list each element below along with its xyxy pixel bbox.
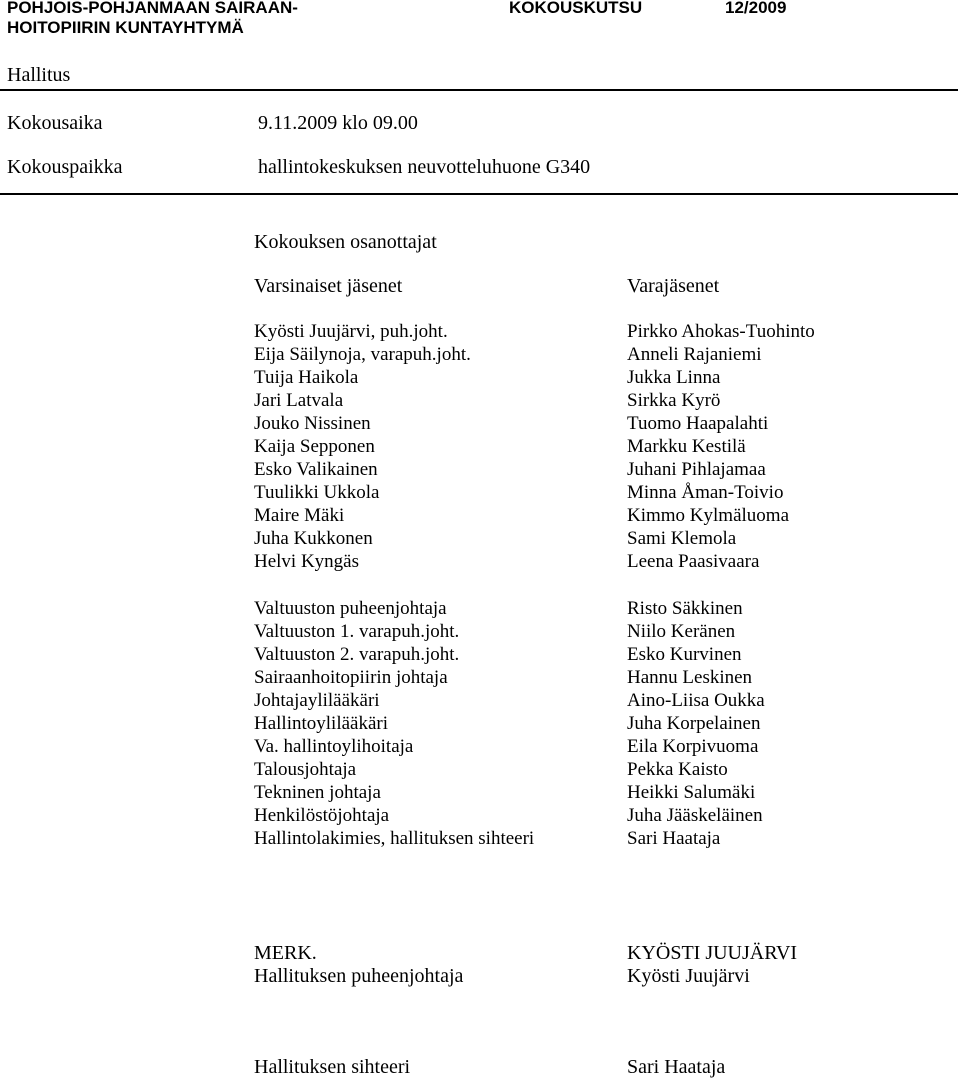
merk-label: MERK.	[254, 942, 317, 964]
role-holders-list	[627, 597, 765, 851]
list-item: Sirkka Kyrö	[627, 390, 721, 412]
chair-title: Hallituksen puheenjohtaja	[254, 965, 464, 987]
members-list	[254, 320, 471, 574]
list-item: Eija Säilynoja, varapuh.joht.	[254, 344, 471, 366]
list-item: Hallintolakimies, hallituksen sihteeri	[254, 828, 535, 850]
list-item: Esko Kurvinen	[627, 644, 742, 666]
list-item: Johtajaylilääkäri	[254, 690, 380, 712]
meeting-place-label: Kokouspaikka	[7, 156, 123, 178]
chair-name-caps: KYÖSTI JUUJÄRVI	[627, 942, 798, 964]
list-item: Sairaanhoitopiirin johtaja	[254, 667, 448, 689]
list-item: Tuomo Haapalahti	[627, 413, 769, 435]
list-item: Jukka Linna	[627, 367, 721, 389]
document-number: 12/2009	[725, 0, 787, 17]
list-item: Tekninen johtaja	[254, 782, 381, 804]
list-item: Jouko Nissinen	[254, 413, 371, 435]
list-item: Jari Latvala	[254, 390, 344, 412]
participants-heading: Kokouksen osanottajat	[254, 231, 437, 253]
list-item: Hallintoylilääkäri	[254, 713, 389, 735]
list-item: Juhani Pihlajamaa	[627, 459, 766, 481]
list-item: Heikki Salumäki	[627, 782, 756, 804]
list-item: Pekka Kaisto	[627, 759, 728, 781]
list-item: Sari Haataja	[627, 828, 721, 850]
list-item: Kyösti Juujärvi, puh.joht.	[254, 321, 448, 342]
header-divider	[0, 89, 958, 91]
list-item: Valtuuston puheenjohtaja	[254, 598, 447, 619]
list-item: Helvi Kyngäs	[254, 551, 360, 573]
meeting-time-value: 9.11.2009 klo 09.00	[258, 112, 418, 134]
list-item: Sami Klemola	[627, 528, 737, 550]
list-item: Pirkko Ahokas-Tuohinto	[627, 321, 815, 342]
list-item: Talousjohtaja	[254, 759, 357, 781]
list-item: Kimmo Kylmäluoma	[627, 505, 790, 527]
list-item: Valtuuston 1. varapuh.joht.	[254, 621, 460, 643]
list-item: Maire Mäki	[254, 505, 345, 527]
list-item: Niilo Keränen	[627, 621, 736, 643]
list-item: Anneli Rajaniemi	[627, 344, 762, 366]
document-type: KOKOUSKUTSU	[509, 0, 643, 17]
list-item: Risto Säkkinen	[627, 598, 743, 619]
list-item: Tuija Haikola	[254, 367, 359, 389]
body-name: Hallitus	[7, 64, 71, 86]
members-heading: Varsinaiset jäsenet	[254, 275, 403, 297]
list-item: Hannu Leskinen	[627, 667, 753, 689]
list-item: Juha Jääskeläinen	[627, 805, 763, 827]
meeting-place-value: hallintokeskuksen neuvotteluhuone G340	[258, 156, 591, 178]
deputies-heading: Varajäsenet	[627, 275, 720, 297]
list-item: Va. hallintoylihoitaja	[254, 736, 414, 758]
roles-list	[254, 597, 534, 851]
list-item: Juha Korpelainen	[627, 713, 761, 735]
org-name-line2: HOITOPIIRIN KUNTAYHTYMÄ	[7, 18, 244, 37]
secretary-name: Sari Haataja	[627, 1056, 726, 1078]
chair-name: Kyösti Juujärvi	[627, 965, 750, 987]
list-item: Eila Korpivuoma	[627, 736, 759, 758]
list-item: Tuulikki Ukkola	[254, 482, 380, 504]
list-item: Valtuuston 2. varapuh.joht.	[254, 644, 460, 666]
org-name-line1: POHJOIS-POHJANMAAN SAIRAAN-	[7, 0, 298, 17]
list-item: Minna Åman-Toivio	[627, 482, 784, 504]
secretary-title: Hallituksen sihteeri	[254, 1056, 411, 1078]
list-item: Kaija Sepponen	[254, 436, 375, 458]
list-item: Leena Paasivaara	[627, 551, 760, 573]
list-item: Henkilöstöjohtaja	[254, 805, 390, 827]
meeting-time-label: Kokousaika	[7, 112, 103, 134]
list-item: Juha Kukkonen	[254, 528, 373, 550]
deputies-list	[627, 320, 815, 574]
meeting-divider	[0, 193, 958, 195]
list-item: Aino-Liisa Oukka	[627, 690, 765, 712]
list-item: Esko Valikainen	[254, 459, 378, 481]
list-item: Markku Kestilä	[627, 436, 746, 458]
